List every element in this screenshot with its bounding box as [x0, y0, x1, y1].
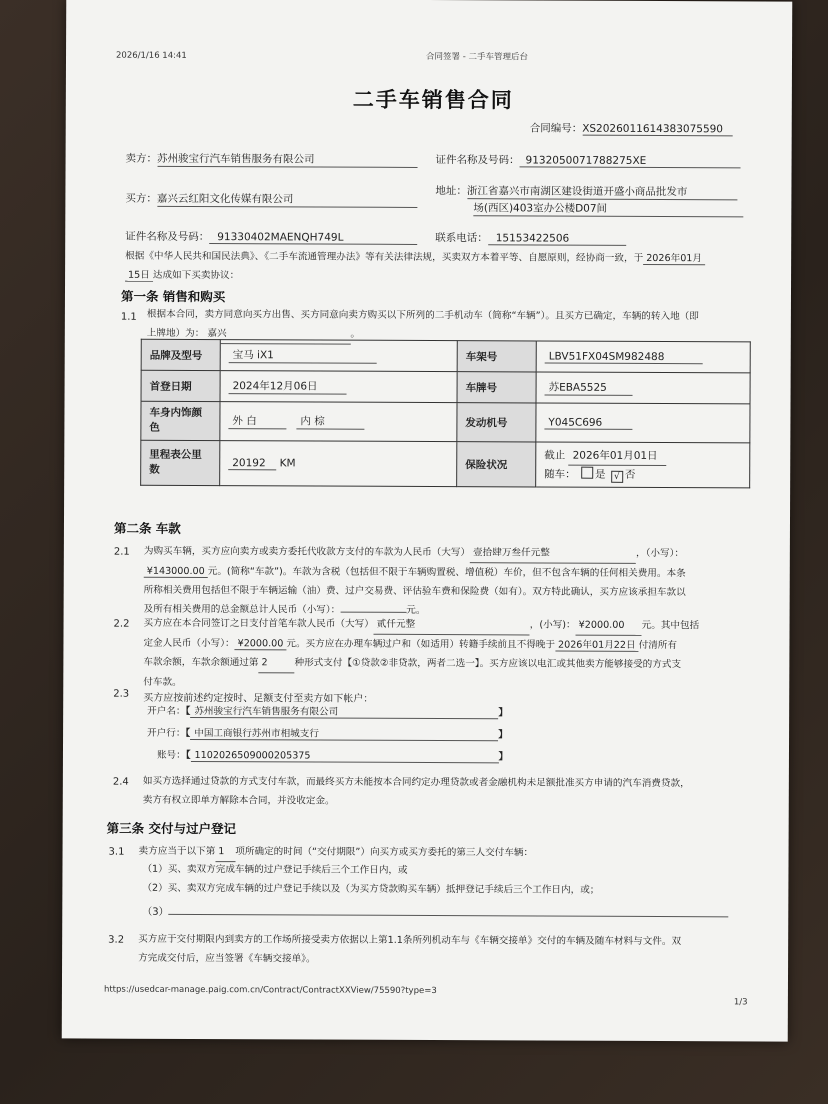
section1-num: 1.1 [120, 311, 137, 323]
section2-title: 第二条 车款 [113, 520, 181, 536]
yes-checkbox [581, 466, 593, 478]
vehicle-info-table [140, 339, 751, 489]
engine-cell: Y045C696 [536, 403, 750, 443]
mileage-cell: 20192 KM [220, 441, 457, 487]
p31-text: 卖方应当于以下第 1 项所确定的时间（“交付期限”）向买方或买方委托的第三人交付车辆： [139, 842, 779, 865]
plate-cell: 苏EBA5525 [536, 372, 750, 404]
preamble: 根据《中华人民共和国民法典》、《二手车流通管理办法》等有关法律法规，买卖双方本着平等、自愿原则，经协商一致，于 2026年01月 15日 达成如下买卖协议： [125, 247, 765, 288]
page-number: 1/3 [733, 997, 748, 1008]
section1-title: 第一条 销售和购买 [120, 288, 226, 305]
table-row [141, 370, 750, 404]
buyer-name-row: 买方：嘉兴云红阳文化传媒有限公司 [125, 191, 417, 208]
mileage-label: 里程表公里 数 [141, 440, 220, 485]
buyer-cert-row: 证件名称及号码： 91330402MAENQH749L [125, 229, 417, 245]
seller-name-row: 卖方：苏州骏宝行汽车销售服务有限公司 [126, 151, 418, 168]
p31-num: 3.1 [108, 846, 125, 858]
p23-num: 2.3 [113, 688, 130, 700]
p22-text: 买方应在本合同签订之日支付首笔车款人民币（大写） 贰仟元整 ，(小写)： ¥2000.00 元。其中包括 定金人民币（小写）： ¥2000.00 元。买方应在办理车辆过户和（如适用）转籍手续前且不得晚于 2026年01月22日 付清所有 车款余额，车款余额通过第 2 种形式支付【①贷款②非贷款，两者二选一】。买方应该以电汇或其他卖方能够接受的方式支 付车款。 [143, 614, 783, 695]
p21-text: 为购买车辆，买方应向卖方或卖方委托代收款方支付的车款为人民币（大写） 壹拾肆万叁仟元整 ，（小写）： ¥143000.00 元。(简称“车款”)。车款为含税（包括但不限于车辆购置税、增值税）车价，但不包含车辆的任何相关费用。本条 所称相关费用包括但不限于车辆运输（油）费、过户交易费、评估验车费和保险费（如有）。双方特此确认，买方应该承担车款以 及所有相关费用的总金额总计人民币（小写）： 元。 [144, 542, 774, 622]
reg-date-cell: 2024年12月06日 [220, 371, 457, 403]
buyer-phone-row: 联系电话： 15153422506 [435, 230, 626, 246]
buyer-address-row: 地址：浙江省嘉兴市南湖区建设街道开盛小商品批发市 [435, 183, 737, 200]
color-label: 车身内饰颜 色 [141, 401, 220, 440]
brand-cell: 宝马 iX1 [220, 340, 457, 372]
seller-cert-row: 证件名称及号码： 9132050071788275XE [436, 152, 741, 168]
section1-text: 根据本合同，卖方同意向买方出售、买方同意向卖方购买以下所列的二手机动车（简称“车辆”）。且买方已确定，车辆的转入地（即 上牌地）为： 嘉兴 。 [147, 305, 767, 347]
table-row [141, 339, 750, 373]
brand-label: 品牌及型号 [141, 339, 220, 370]
vin-cell: LBV51FX04SM982488 [536, 341, 750, 373]
print-url: https://usedcar-manage.paig.com.cn/Contract/ContractXXView/75590?type=3 [103, 984, 437, 997]
p24-num: 2.4 [112, 776, 129, 788]
contract-number: 合同编号：XS2026011614383075590 [530, 120, 733, 136]
buyer-address-line2: 场(西区)403室办公楼D07间 [473, 200, 743, 217]
engine-label: 发动机号 [457, 403, 536, 442]
insurance-label: 保险状况 [457, 442, 536, 487]
account-holder-row: 开户名：【 苏州骏宝行汽车销售服务有限公司 】 [147, 703, 508, 720]
p32-num: 3.2 [108, 934, 125, 946]
contract-title: 二手车销售合同 [352, 87, 514, 113]
insurance-cell: 截止 2026年01月01日 随车： 是 √ 否 [536, 442, 750, 488]
p32-text: 买方应于交付期限内到卖方的工作场所接受卖方依据以上第1.1条所列机动车与《车辆交接单》交付的车辆及随车材料与文件。双 方完成交付后，应当签署《车辆交接单》。 [138, 933, 682, 965]
p31-options: （1）买、卖双方完成车辆的过户登记手续后三个工作日内，或 （2）买、卖双方完成车辆的过户登记手续以及（为买方贷款购买车辆）抵押登记手续后三个工作日内，或； [142, 863, 600, 896]
table-row [141, 440, 750, 488]
reg-date-label: 首登日期 [141, 370, 220, 401]
no-checkbox: √ [611, 470, 623, 482]
plate-label: 车牌号 [457, 372, 536, 403]
table-row [141, 401, 750, 443]
vin-label: 车架号 [457, 341, 536, 372]
p31-option3: （3） [142, 902, 728, 921]
p21-num: 2.1 [113, 546, 130, 558]
print-datetime: 2026/1/16 14:41 [116, 50, 187, 61]
p23-intro: 买方应按前述约定按时、足额支付至卖方如下帐户： [143, 692, 374, 705]
account-number-row: 账号：【 1102026509000205375 】 [156, 749, 509, 763]
p24-text: 如买方选择通过贷款的方式支付车款，而最终买方未能按本合同约定办理贷款或者金融机构未足额批准买方申请的汽车消费贷款， 卖方有权立即单方解除本合同，并没收定金。 [142, 775, 690, 807]
p22-num: 2.2 [113, 618, 130, 630]
bank-name-row: 开户行：【 中国工商银行苏州市相城支行 】 [147, 725, 508, 742]
print-page-title: 合同签署 - 二手车管理后台 [425, 51, 529, 63]
section3-title: 第三条 交付与过户登记 [106, 820, 237, 837]
color-cell: 外 白 内 棕 [220, 402, 457, 442]
contract-page [62, 0, 793, 1042]
